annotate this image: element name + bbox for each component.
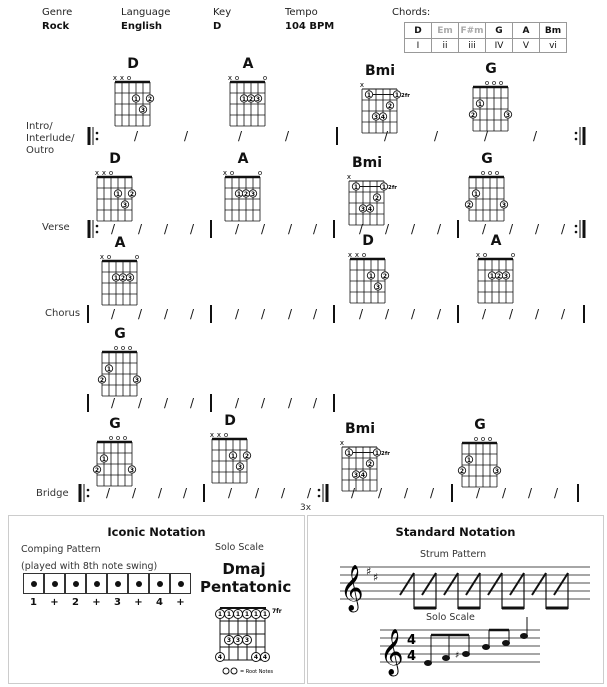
key-value: D (213, 21, 222, 32)
beat-slash: / (532, 129, 538, 143)
beat-slash: / (183, 129, 189, 143)
svg-text:3: 3 (244, 637, 250, 644)
beat-slash: / (163, 307, 169, 321)
beat-slash: / (287, 396, 293, 410)
beat-slash: / (384, 222, 390, 236)
time-signature-top: 4 (407, 633, 417, 648)
chord-name: A (242, 56, 254, 72)
section-label-verse: Verse (42, 222, 70, 233)
intro-label-line-2: Interlude/ (26, 133, 75, 144)
chord-diagram-g (93, 416, 135, 486)
strum-dot (31, 581, 37, 587)
finger-number: 3 (360, 205, 366, 213)
open-marker: o (510, 251, 516, 259)
chord-diagram-d (113, 56, 154, 126)
open-marker: o (223, 431, 229, 439)
finger-number: 1 (106, 365, 112, 373)
muted-marker: x (354, 251, 360, 259)
finger-number: 2 (243, 190, 249, 198)
beat-slash: / (110, 307, 116, 321)
finger-number: 3 (501, 201, 507, 209)
beat-slash: / (287, 222, 293, 236)
beat-slash: / (163, 222, 169, 236)
svg-text:1: 1 (244, 611, 250, 618)
muted-marker: x (339, 439, 345, 447)
finger-number: 2 (387, 102, 393, 110)
strum-slashes (400, 573, 568, 595)
finger-number: 2 (147, 95, 153, 103)
key-label: Key (213, 7, 232, 18)
chord-numeral-4: V (513, 39, 540, 53)
beat-slash: / (403, 486, 409, 500)
open-marker: o (229, 169, 235, 177)
fret-label: 2fr (388, 185, 397, 191)
finger-number: 1 (477, 100, 483, 108)
muted-marker: x (216, 431, 222, 439)
chord-name: G (481, 151, 493, 167)
tempo-value: 104 BPM (285, 21, 335, 32)
finger-number: 2 (94, 466, 100, 474)
beat-slash: / (383, 129, 389, 143)
beat-slash: / (137, 396, 143, 410)
intro-label-line-1: Intro/ (26, 121, 53, 132)
standard-notation-title: Standard Notation (395, 525, 516, 539)
beat-slash: / (254, 486, 260, 500)
finger-number: 3 (375, 283, 381, 291)
strum-dot (157, 581, 163, 587)
open-marker: o (491, 79, 497, 87)
beat-slash: / (133, 129, 139, 143)
repeat-dot (96, 132, 99, 135)
chord-name: A (114, 235, 126, 251)
fret-label: 2fr (381, 451, 390, 457)
finger-number: 4 (380, 113, 386, 121)
muted-marker: x (227, 74, 233, 82)
chord-diagram-bmi (360, 63, 410, 133)
chord-diagram-bmi (340, 421, 390, 491)
finger-number: 1 (353, 183, 359, 191)
svg-text:1: 1 (253, 611, 259, 618)
finger-number: 2 (459, 467, 465, 475)
finger-number: 1 (368, 272, 374, 280)
chord-numeral-3: IV (486, 39, 513, 53)
finger-number: 3 (503, 272, 509, 280)
open-marker: o (257, 169, 263, 177)
beat-slash: / (410, 307, 416, 321)
beat-box (44, 573, 65, 594)
beat-count: 2 (72, 597, 79, 608)
chord-numeral-1: ii (432, 39, 459, 53)
finger-number: 1 (115, 190, 121, 198)
chord-name: D (127, 56, 139, 72)
time-signature-bottom: 4 (407, 649, 417, 664)
scale-name (200, 560, 292, 596)
repeat-dot (575, 138, 578, 141)
strum-dot (115, 581, 121, 587)
svg-text:4: 4 (262, 654, 268, 661)
strum-dot (94, 581, 100, 587)
open-marker: o (482, 251, 488, 259)
chord-diagram-a (476, 233, 515, 303)
beat-box (107, 573, 128, 594)
open-marker: o (108, 169, 114, 177)
finger-number: 3 (250, 190, 256, 198)
finger-number: 2 (367, 460, 373, 468)
finger-number: 3 (237, 463, 243, 471)
repeat-dot (87, 489, 90, 492)
svg-text:1: 1 (235, 611, 241, 618)
repeat-dot (96, 138, 99, 141)
finger-number: 3 (494, 467, 500, 475)
strum-dot (52, 581, 58, 587)
svg-text:1: 1 (226, 611, 232, 618)
language-value: English (121, 21, 163, 32)
beat-slash: / (137, 307, 143, 321)
chord-name: G (485, 61, 497, 77)
open-marker: o (134, 253, 140, 261)
scale-diagram (210, 600, 300, 680)
tempo-label: Tempo (285, 7, 318, 18)
svg-text:1: 1 (217, 611, 223, 618)
chord-name: A (237, 151, 249, 167)
beat-slash: / (110, 222, 116, 236)
chord-name: D (224, 413, 236, 429)
beat-slash: / (436, 307, 442, 321)
finger-number: 2 (470, 111, 476, 119)
chord-cell-5: Bm (540, 23, 567, 39)
chord-diagram-g (465, 151, 507, 221)
finger-number: 3 (127, 274, 133, 282)
repeat-dot (318, 489, 321, 492)
chord-name: G (474, 417, 486, 433)
beat-count: + (134, 597, 143, 608)
chord-numeral-2: iii (459, 39, 486, 53)
beat-slash: / (189, 396, 195, 410)
chord-diagram-a (100, 235, 139, 305)
open-marker: o (108, 434, 114, 442)
chord-diagram-g (98, 326, 140, 396)
root-notes-legend: = Root Notes (240, 669, 274, 675)
scale-name-line-1: Dmaj (222, 560, 266, 578)
chord-numeral-0: I (405, 39, 432, 53)
strum-dot (136, 581, 142, 587)
svg-text:4: 4 (217, 654, 223, 661)
finger-number: 4 (367, 205, 373, 213)
finger-number: 3 (129, 466, 135, 474)
muted-marker: x (94, 169, 100, 177)
fret-label: 2fr (401, 93, 410, 99)
beat-box (128, 573, 149, 594)
beat-slash: / (260, 396, 266, 410)
finger-number: 3 (134, 376, 140, 384)
solo-scale-label: Solo Scale (215, 542, 264, 553)
beat-slash: / (560, 307, 566, 321)
finger-number: 1 (133, 95, 139, 103)
chord-diagram-a (223, 151, 262, 221)
beat-count: 3 (114, 597, 121, 608)
repeat-dot (87, 495, 90, 498)
beat-box (170, 573, 191, 594)
swing-note: (played with 8th note swing) (21, 561, 158, 572)
beat-slash: / (110, 396, 116, 410)
finger-number: 1 (473, 190, 479, 198)
beat-slash: / (384, 307, 390, 321)
chord-cell-4: A (513, 23, 540, 39)
open-marker: o (234, 74, 240, 82)
muted-marker: x (346, 173, 352, 181)
beat-slash: / (131, 486, 137, 500)
finger-number: 1 (489, 272, 495, 280)
sharp-icon: ♯ (366, 565, 372, 578)
muted-marker: x (112, 74, 118, 82)
beat-count: + (50, 597, 59, 608)
open-marker: o (122, 434, 128, 442)
open-marker: o (127, 344, 133, 352)
open-marker: o (361, 251, 367, 259)
finger-number: 1 (346, 449, 352, 457)
repeat-dot (575, 225, 578, 228)
finger-number: 2 (99, 376, 105, 384)
language-label: Language (121, 7, 171, 18)
beat-slash: / (105, 486, 111, 500)
open-marker: o (484, 79, 490, 87)
finger-number: 1 (101, 455, 107, 463)
chord-diagram-a (228, 56, 267, 126)
chord-diagram-bmi (347, 155, 397, 225)
finger-number: 3 (140, 106, 146, 114)
finger-number: 2 (244, 452, 250, 460)
chord-diagram-d (95, 151, 136, 221)
genre-value: Rock (42, 21, 70, 32)
finger-number: 4 (360, 471, 366, 479)
open-marker: o (115, 434, 121, 442)
finger-number: 3 (505, 111, 511, 119)
open-marker: o (494, 169, 500, 177)
muted-marker: x (99, 253, 105, 261)
finger-number: 3 (373, 113, 379, 121)
beat-box (65, 573, 86, 594)
strum-dot (178, 581, 184, 587)
chord-cell-0: D (405, 23, 432, 39)
finger-number: 1 (374, 449, 380, 457)
beat-slash: / (481, 222, 487, 236)
beat-box (23, 573, 44, 594)
chord-name: Bmi (344, 421, 376, 437)
beat-slash: / (429, 486, 435, 500)
open-marker: o (106, 253, 112, 261)
muted-marker: x (347, 251, 353, 259)
beat-slash: / (157, 486, 163, 500)
comping-pattern-label: Comping Pattern (21, 544, 101, 555)
beat-slash: / (287, 307, 293, 321)
chord-diagram-d (348, 233, 389, 303)
finger-number: 2 (382, 272, 388, 280)
open-marker: o (487, 169, 493, 177)
beat-box (86, 573, 107, 594)
svg-text:4: 4 (253, 654, 259, 661)
repeat-dot (96, 231, 99, 234)
chord-name: Bmi (351, 155, 383, 171)
scale-fret-label: 7fr (272, 608, 282, 615)
beat-slash: / (312, 222, 318, 236)
beat-slash: / (475, 486, 481, 500)
beat-slash: / (280, 486, 286, 500)
beat-slash: / (227, 486, 233, 500)
beat-slash: / (433, 129, 439, 143)
beat-slash: / (534, 307, 540, 321)
muted-marker: x (209, 431, 215, 439)
muted-marker: x (222, 169, 228, 177)
muted-marker: x (119, 74, 125, 82)
repeat-dot (96, 225, 99, 228)
iconic-notation-title: Iconic Notation (107, 525, 206, 539)
solo-scale-notation-label: Solo Scale (426, 612, 475, 623)
beat-slash: / (527, 486, 533, 500)
beat-slash: / (306, 486, 312, 500)
beat-box (149, 573, 170, 594)
chord-name: D (109, 151, 121, 167)
beat-count: 1 (30, 597, 37, 608)
treble-clef-icon: 𝄞 (380, 629, 404, 675)
chord-name: G (114, 326, 126, 342)
beat-count: + (176, 597, 185, 608)
beat-slash: / (358, 307, 364, 321)
finger-number: 1 (236, 190, 242, 198)
finger-number: 1 (366, 91, 372, 99)
finger-number: 2 (496, 272, 502, 280)
finger-number: 1 (230, 452, 236, 460)
chord-name: A (490, 233, 502, 249)
muted-marker: x (359, 81, 365, 89)
finger-number: 3 (255, 95, 261, 103)
chord-diagram-g (458, 417, 500, 487)
open-marker: o (262, 74, 268, 82)
finger-number: 1 (466, 456, 472, 464)
sharp-icon: ♯ (373, 571, 379, 584)
beat-slash: / (234, 222, 240, 236)
beat-slash: / (234, 396, 240, 410)
sharp-icon: ♯ (455, 651, 460, 661)
beat-slash: / (560, 222, 566, 236)
finger-number: 2 (466, 201, 472, 209)
beat-slash: / (234, 307, 240, 321)
finger-number: 1 (394, 91, 400, 99)
standard-notation-staves (310, 555, 600, 685)
chord-name: D (362, 233, 374, 249)
intro-label-line-3: Outro (26, 145, 55, 156)
repeat-count: 3x (300, 503, 312, 513)
beat-slash: / (410, 222, 416, 236)
strum-dot (73, 581, 79, 587)
chord-diagram-g (469, 61, 511, 131)
beat-count: + (92, 597, 101, 608)
chord-name: Bmi (364, 63, 396, 79)
repeat-dot (318, 495, 321, 498)
treble-clef-icon: 𝄞 (340, 565, 364, 611)
genre-label: Genre (42, 7, 73, 18)
beat-slash: / (377, 486, 383, 500)
beat-slash: / (163, 396, 169, 410)
open-marker: o (487, 435, 493, 443)
beat-slash: / (312, 396, 318, 410)
beat-slash: / (534, 222, 540, 236)
finger-number: 2 (374, 194, 380, 202)
beat-slash: / (182, 486, 188, 500)
beat-slash: / (501, 486, 507, 500)
beat-slash: / (189, 222, 195, 236)
section-label-bridge: Bridge (36, 488, 69, 499)
finger-number: 2 (120, 274, 126, 282)
chord-cell-1: Em (432, 23, 459, 39)
svg-text:1: 1 (262, 611, 268, 618)
svg-text:3: 3 (235, 637, 241, 644)
finger-number: 1 (113, 274, 119, 282)
open-marker: o (126, 74, 132, 82)
beat-slash: / (436, 222, 442, 236)
beat-slash: / (284, 129, 290, 143)
strum-pattern-label: Strum Pattern (420, 549, 487, 560)
beat-slash: / (260, 222, 266, 236)
beat-slash: / (189, 307, 195, 321)
beat-count: 4 (156, 597, 163, 608)
repeat-dot (575, 231, 578, 234)
beat-slash: / (237, 129, 243, 143)
open-marker: o (480, 169, 486, 177)
chord-numeral-5: vi (540, 39, 567, 53)
beat-slash: / (312, 307, 318, 321)
repeat-dot (575, 132, 578, 135)
chord-name: G (109, 416, 121, 432)
beat-slash: / (508, 307, 514, 321)
open-marker: o (120, 344, 126, 352)
beat-slash: / (481, 307, 487, 321)
svg-text:3: 3 (226, 637, 232, 644)
chord-diagram-d (210, 413, 251, 483)
finger-number: 1 (381, 183, 387, 191)
open-marker: o (473, 435, 479, 443)
beat-slash: / (358, 222, 364, 236)
open-marker: o (480, 435, 486, 443)
scale-name-line-2: Pentatonic (200, 578, 292, 596)
chords-label: Chords: (392, 7, 431, 18)
open-marker: o (498, 79, 504, 87)
finger-number: 2 (248, 95, 254, 103)
finger-number: 3 (353, 471, 359, 479)
finger-number: 3 (122, 201, 128, 209)
beat-slash: / (553, 486, 559, 500)
beat-slash: / (350, 486, 356, 500)
finger-number: 2 (129, 190, 135, 198)
finger-number: 1 (241, 95, 247, 103)
beat-slash: / (137, 222, 143, 236)
chord-cell-2: F#m (459, 23, 486, 39)
muted-marker: x (101, 169, 107, 177)
beat-slash: / (260, 307, 266, 321)
muted-marker: x (475, 251, 481, 259)
beat-slash: / (508, 222, 514, 236)
beat-slash: / (483, 129, 489, 143)
chord-cell-3: G (486, 23, 513, 39)
open-marker: o (113, 344, 119, 352)
section-label-chorus: Chorus (45, 308, 81, 319)
